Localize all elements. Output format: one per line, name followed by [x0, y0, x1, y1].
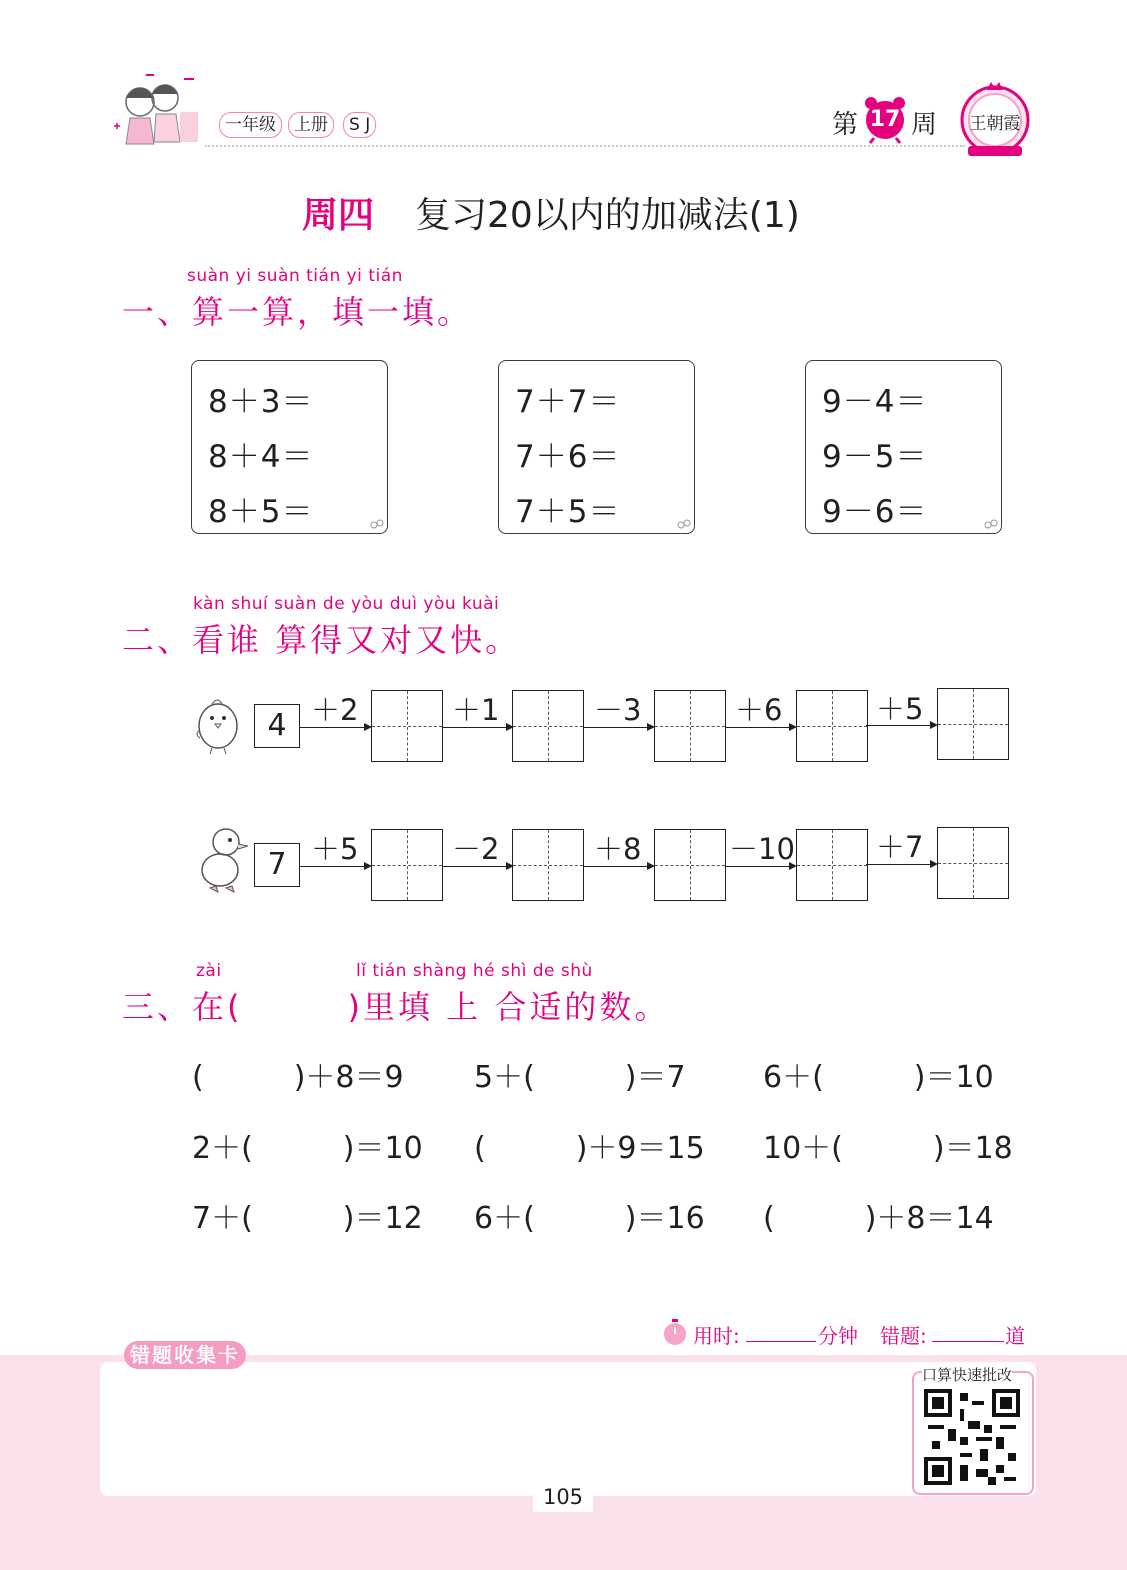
chain2-op: ＋7 — [876, 830, 924, 864]
chain1-answer-box[interactable] — [654, 690, 726, 762]
equation: 7＋5＝ — [515, 494, 621, 530]
chain1-arrow — [866, 725, 936, 726]
equation: 9－6＝ — [822, 494, 928, 530]
time-unit: 分钟 — [818, 1324, 858, 1348]
chain2-op: －10 — [729, 832, 795, 866]
equation: 7＋7＝ — [515, 384, 621, 420]
chain2-arrow — [583, 866, 653, 867]
fill-in-equation[interactable]: 5＋( )＝7 — [474, 1060, 686, 1095]
chain2-arrow — [442, 866, 512, 867]
section1-heading: 一、算一算，填一填。 — [122, 293, 473, 331]
equation: 9－4＝ — [822, 384, 928, 420]
chain1-arrow — [442, 727, 512, 728]
chain2-answer-box[interactable] — [937, 827, 1009, 899]
week-prefix: 第 — [832, 110, 859, 140]
equation: 8＋5＝ — [208, 494, 314, 530]
qr-label: 口算快速批改 — [922, 1366, 1013, 1384]
fill-in-equation[interactable]: 6＋( )＝10 — [763, 1060, 994, 1095]
chain2-arrow — [725, 866, 795, 867]
title-day: 周四 — [302, 195, 375, 236]
chain1-answer-box[interactable] — [796, 690, 868, 762]
section2-heading: 二、看谁 算得又对又快。 — [122, 621, 521, 659]
qr-code-icon — [924, 1389, 1020, 1485]
chain2-op: ＋5 — [311, 832, 359, 866]
chick-icon — [192, 690, 244, 756]
time-blank[interactable] — [746, 1341, 816, 1342]
error-label: 错题: — [880, 1324, 927, 1348]
chain2-op: ＋8 — [594, 832, 642, 866]
chain1-arrow — [725, 727, 795, 728]
chain1-answer-box[interactable] — [512, 690, 584, 762]
brand-name: 王朝霞 — [969, 114, 1021, 134]
duckling-icon — [196, 822, 248, 894]
section3-heading: 三、在( )里填 上 合适的数。 — [122, 988, 670, 1026]
chain2-answer-box[interactable] — [371, 829, 443, 901]
chain1-arrow — [300, 727, 370, 728]
error-blank[interactable] — [932, 1341, 1004, 1342]
equation: 8＋3＝ — [208, 384, 314, 420]
fill-in-equation[interactable]: ( )＋9＝15 — [474, 1131, 705, 1166]
section3-pinyin-zai: zài — [196, 961, 222, 981]
chain1-op: ＋5 — [876, 692, 924, 726]
chain2-start-box: 7 — [254, 843, 300, 887]
equation: 8＋4＝ — [208, 439, 314, 475]
chain1-answer-box[interactable] — [371, 690, 443, 762]
page-number: 105 — [533, 1482, 593, 1512]
chain1-op: ＋2 — [311, 693, 359, 727]
chain1-arrow — [583, 727, 653, 728]
chain1-answer-box[interactable] — [937, 688, 1009, 760]
chain1-op: ＋1 — [452, 693, 500, 727]
equation-box-2 — [498, 360, 695, 534]
chain2-answer-box[interactable] — [654, 829, 726, 901]
chain2-answer-box[interactable] — [796, 829, 868, 901]
error-collection-label: 错题收集卡 — [124, 1341, 246, 1369]
week-number-badge: 17 — [866, 101, 904, 139]
error-collection-card[interactable] — [100, 1362, 1036, 1496]
kids-illustration — [110, 72, 205, 154]
chain1-start-box: 4 — [254, 704, 300, 748]
section1-pinyin: suàn yi suàn tián yi tián — [187, 266, 403, 286]
brand-logo — [958, 78, 1032, 158]
fill-in-equation[interactable]: ( )＋8＝14 — [763, 1201, 994, 1236]
fill-in-equation[interactable]: 6＋( )＝16 — [474, 1201, 705, 1236]
chain2-arrow — [300, 866, 370, 867]
fill-in-equation[interactable]: 7＋( )＝12 — [192, 1201, 423, 1236]
equation-box-1 — [191, 360, 388, 534]
flower-icon — [983, 517, 999, 531]
section3-pinyin: lǐ tián shàng hé shì de shù — [356, 961, 593, 981]
section2-pinyin: kàn shuí suàn de yòu duì yòu kuài — [193, 594, 500, 614]
stopwatch-icon — [662, 1318, 688, 1346]
header-divider — [205, 145, 965, 147]
chain2-op: －2 — [452, 832, 500, 866]
title-topic: 复习20以内的加减法(1) — [415, 195, 800, 236]
edition-tag: S J — [343, 112, 376, 138]
chain2-answer-box[interactable] — [512, 829, 584, 901]
volume-tag: 上册 — [288, 112, 334, 138]
time-label: 用时: — [693, 1324, 740, 1348]
fill-in-equation[interactable]: 2＋( )＝10 — [192, 1131, 423, 1166]
equation-box-3 — [805, 360, 1002, 534]
flower-icon — [676, 517, 692, 531]
qr-code-frame[interactable] — [912, 1371, 1034, 1495]
chain1-op: －3 — [594, 693, 642, 727]
chain2-arrow — [866, 864, 936, 865]
week-suffix: 周 — [911, 110, 938, 140]
flower-icon — [369, 517, 385, 531]
equation: 7＋6＝ — [515, 439, 621, 475]
chain1-op: ＋6 — [735, 693, 783, 727]
fill-in-equation[interactable]: 10＋( )＝18 — [763, 1131, 1013, 1166]
fill-in-equation[interactable]: ( )＋8＝9 — [192, 1060, 404, 1095]
grade-tag: 一年级 — [219, 112, 282, 138]
equation: 9－5＝ — [822, 439, 928, 475]
error-unit: 道 — [1005, 1324, 1025, 1348]
